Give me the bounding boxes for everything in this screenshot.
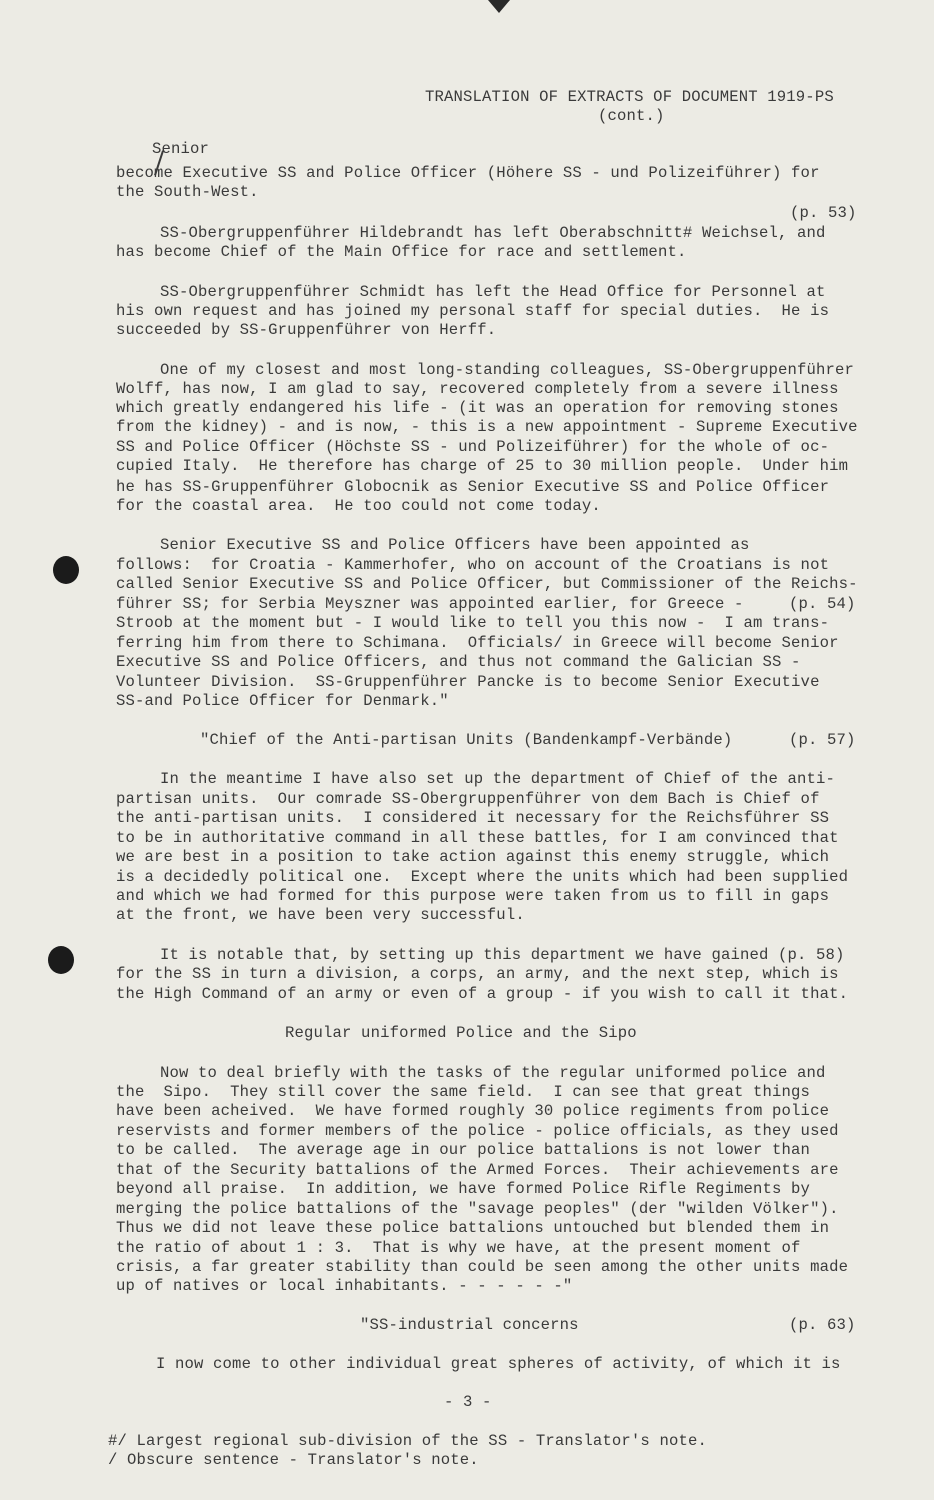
text-line: reservists and former members of the police - police officials, as they used	[116, 1122, 839, 1140]
punch-hole-top	[53, 556, 79, 584]
text-line: has become Chief of the Main Office for race and settlement.	[116, 243, 687, 261]
text-line: I now come to other individual great spheres of activity, of which it is	[156, 1355, 841, 1373]
text-line: that of the Security battalions of the Armed Forces. Their achievements are	[116, 1161, 839, 1179]
document-title-cont: (cont.)	[598, 107, 665, 125]
text-line: the South-West.	[116, 183, 259, 201]
text-line: from the kidney) - and is now, - this is a new appointment - Supreme Executive	[116, 418, 858, 436]
text-line: have been acheived. We have formed roughly 30 police regiments from police	[116, 1102, 830, 1120]
text-line: for the SS in turn a division, a corps, an army, and the next step, which is	[116, 965, 839, 983]
text-line: beyond all praise. In addition, we have formed Police Rifle Regiments by	[116, 1180, 811, 1198]
text-line: he has SS-Gruppenführer Globocnik as Senior Executive SS and Police Officer	[116, 478, 830, 496]
text-line: Senior	[152, 140, 210, 158]
text-line: we are best in a position to take action against this enemy struggle, which	[116, 848, 830, 866]
text-line: Executive SS and Police Officers, and thus not command the Galician SS -	[116, 653, 801, 671]
text-line: cupied Italy. He therefore has charge of 25 to 30 million people. Under him	[116, 457, 849, 475]
text-line: succeeded by SS-Gruppenführer von Herff.	[116, 321, 497, 339]
text-line: follows: for Croatia - Kammerhofer, who on account of the Croatians is not	[116, 556, 830, 574]
page-reference: (p. 63)	[789, 1316, 856, 1334]
footnote: / Obscure sentence - Translator's note.	[108, 1451, 479, 1469]
text-line: to be in authoritative command in all these battles, for I am convinced that	[116, 829, 839, 847]
text-line: become Executive SS and Police Officer (Höhere SS - und Polizeiführer) for	[116, 164, 820, 182]
text-line: the Sipo. They still cover the same field. I can see that great things	[116, 1083, 811, 1101]
text-line: Now to deal briefly with the tasks of the regular uniformed police and	[160, 1064, 826, 1082]
text-line: crisis, a far greater stability than could be seen among the other units made	[116, 1258, 849, 1276]
text-line: Stroob at the moment but - I would like to tell you this now - I am trans-	[116, 614, 830, 632]
document-title: TRANSLATION OF EXTRACTS OF DOCUMENT 1919-PS	[425, 88, 834, 106]
text-line: the High Command of an army or even of a group - if you wish to call it that.	[116, 985, 849, 1003]
page-reference: (p. 53)	[790, 204, 857, 222]
text-line: his own request and has joined my personal staff for special duties. He is	[116, 302, 830, 320]
text-line: SS-and Police Officer for Denmark."	[116, 692, 449, 710]
text-line: It is notable that, by setting up this department we have gained (p. 58)	[160, 946, 845, 964]
text-line: ferring him from there to Schimana. Officials/ in Greece will become Senior	[116, 634, 839, 652]
text-line: the ratio of about 1 : 3. That is why we have, at the present moment of	[116, 1239, 801, 1257]
text-line: In the meantime I have also set up the department of Chief of the anti-	[160, 770, 836, 788]
section-heading: "Chief of the Anti-partisan Units (Bandenkampf-Verbände)	[200, 731, 733, 749]
text-line: führer SS; for Serbia Meyszner was appointed earlier, for Greece -	[116, 595, 744, 613]
page-number: - 3 -	[444, 1393, 492, 1411]
footnote: #/ Largest regional sub-division of the SS - Translator's note.	[108, 1432, 707, 1450]
text-line: One of my closest and most long-standing colleagues, SS-Obergruppenführer	[160, 361, 855, 379]
text-line: to be called. The average age in our police battalions is not lower than	[116, 1141, 811, 1159]
text-line: SS-Obergruppenführer Hildebrandt has left Oberabschnitt# Weichsel, and	[160, 224, 826, 242]
text-line: Thus we did not leave these police battalions untouched but blended them in	[116, 1219, 830, 1237]
text-line: SS-Obergruppenführer Schmidt has left the Head Office for Personnel at	[160, 283, 826, 301]
text-line: which greatly endangered his life - (it was an operation for removing stones	[116, 399, 839, 417]
page-reference: (p. 54)	[789, 595, 856, 613]
text-line: Volunteer Division. SS-Gruppenführer Pancke is to become Senior Executive	[116, 673, 820, 691]
text-line: at the front, we have been very successful.	[116, 906, 525, 924]
text-line: Wolff, has now, I am glad to say, recovered completely from a severe illness	[116, 380, 839, 398]
text-line: Senior Executive SS and Police Officers have been appointed as	[160, 536, 750, 554]
binding-mark	[488, 0, 510, 13]
text-line: SS and Police Officer (Höchste SS - und Polizeiführer) for the whole of oc-	[116, 438, 830, 456]
text-line: for the coastal area. He too could not come today.	[116, 497, 601, 515]
text-line: is a decidedly political one. Except where the units which had been supplied	[116, 868, 849, 886]
section-heading: "SS-industrial concerns	[360, 1316, 579, 1334]
text-line: partisan units. Our comrade SS-Obergruppenführer von dem Bach is Chief of	[116, 790, 820, 808]
text-line: the anti-partisan units. I considered it necessary for the Reichsführer SS	[116, 809, 830, 827]
text-line: up of natives or local inhabitants. - - - - - -"	[116, 1277, 573, 1295]
text-line: called Senior Executive SS and Police Officer, but Commissioner of the Reichs-	[116, 575, 858, 593]
section-heading: Regular uniformed Police and the Sipo	[285, 1024, 637, 1042]
punch-hole-bottom	[48, 946, 74, 974]
text-line: merging the police battalions of the "savage peoples" (der "wilden Völker").	[116, 1200, 839, 1218]
page-reference: (p. 57)	[789, 731, 856, 749]
text-line: and which we had formed for this purpose were taken from us to fill in gaps	[116, 887, 830, 905]
